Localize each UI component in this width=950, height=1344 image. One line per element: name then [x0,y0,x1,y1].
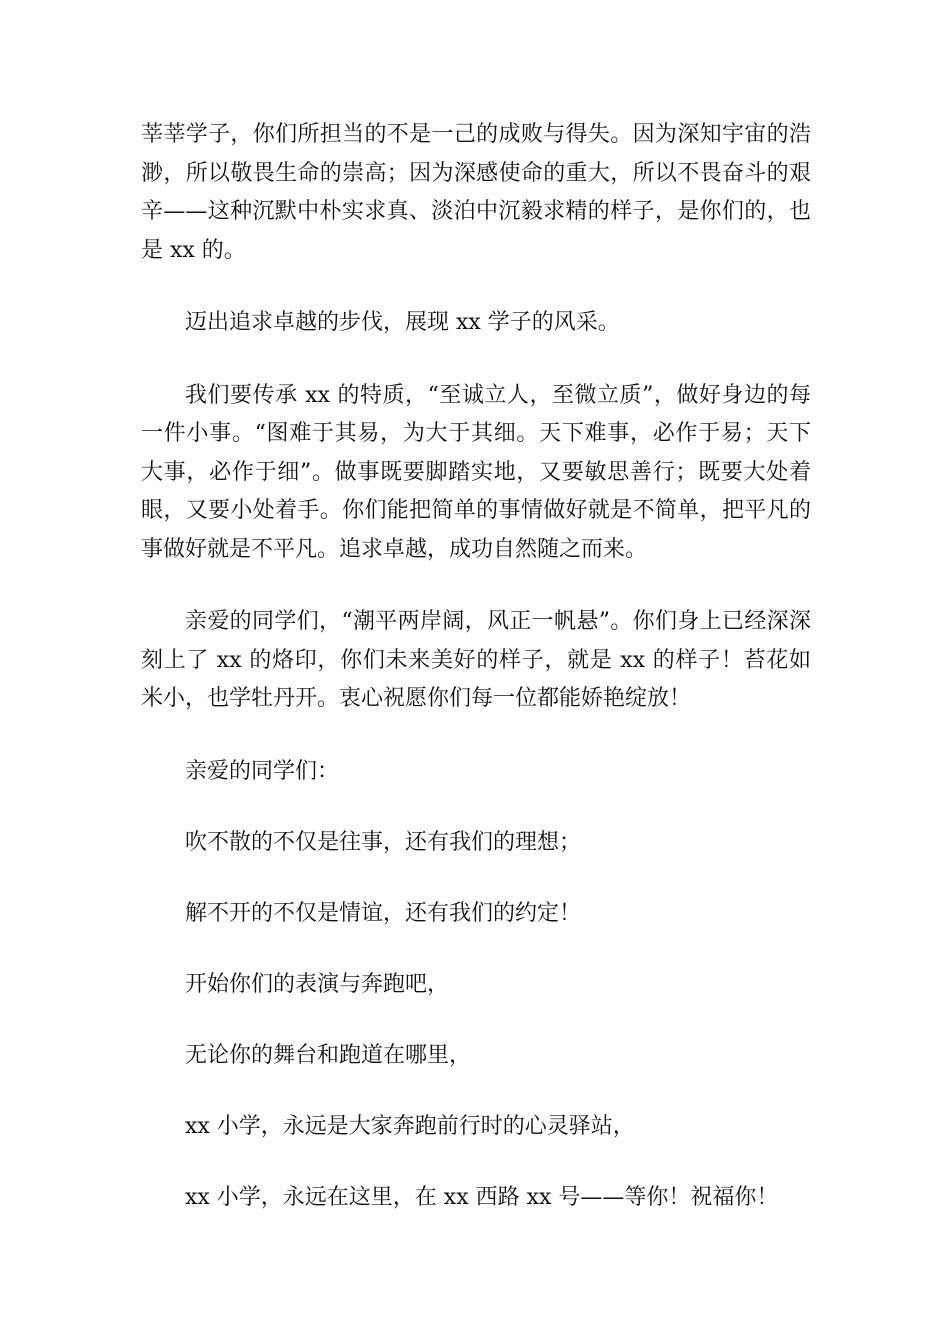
closing-line-stage: 无论你的舞台和跑道在哪里， [185,1042,472,1068]
paragraph-pursue-excellence: 迈出追求卓越的步伐，展现 xx 学子的风采。 [185,310,620,335]
closing-line-start: 开始你们的表演与奔跑吧， [185,971,450,997]
paragraph-dear-students-wishes: 亲爱的同学们，“潮平两岸阔，风正一帆悬”。你们身上已经深深刻上了 xx 的烙印，你们未来美好的样子，就是 xx 的样子！苔花如米小，也学牡丹开。衷心祝愿你们每一位都能娇艳绽放！ [141,609,811,711]
paragraph-scholars: 莘莘学子，你们所担当的不是一己的成败与得失。因为深知宇宙的浩渺，所以敬畏生命的崇高；因为深感使命的重大，所以不畏奋斗的艰辛——这种沉默中朴实求真、淡泊中沉毅求精的样子，是你们的，也是 xx 的。 [141,122,811,263]
closing-line-blessing: xx 小学，永远在这里，在 xx 西路 xx 号——等你！祝福你！ [185,1184,779,1210]
closing-line-station: xx 小学，永远是大家奔跑前行时的心灵驿站， [185,1113,635,1139]
closing-line-ideals: 吹不散的不仅是往事，还有我们的理想； [185,829,582,855]
closing-salutation: 亲爱的同学们： [185,758,340,784]
paragraph-inherit-traits: 我们要传承 xx 的特质，“至诚立人，至微立质”，做好身边的每一件小事。“图难于其易，为大于其细。天下难事，必作于易；天下大事，必作于细”。做事既要脚踏实地，又要敏思善行；既要大处着眼，又要小处着手。你们能把简单的事情做好就是不简单，把平凡的事做好就是不平凡。追求卓越，成功自然随之而来。 [141,382,811,562]
document-body [141,116,811,1250]
closing-line-promise: 解不开的不仅是情谊，还有我们的约定！ [185,900,582,926]
